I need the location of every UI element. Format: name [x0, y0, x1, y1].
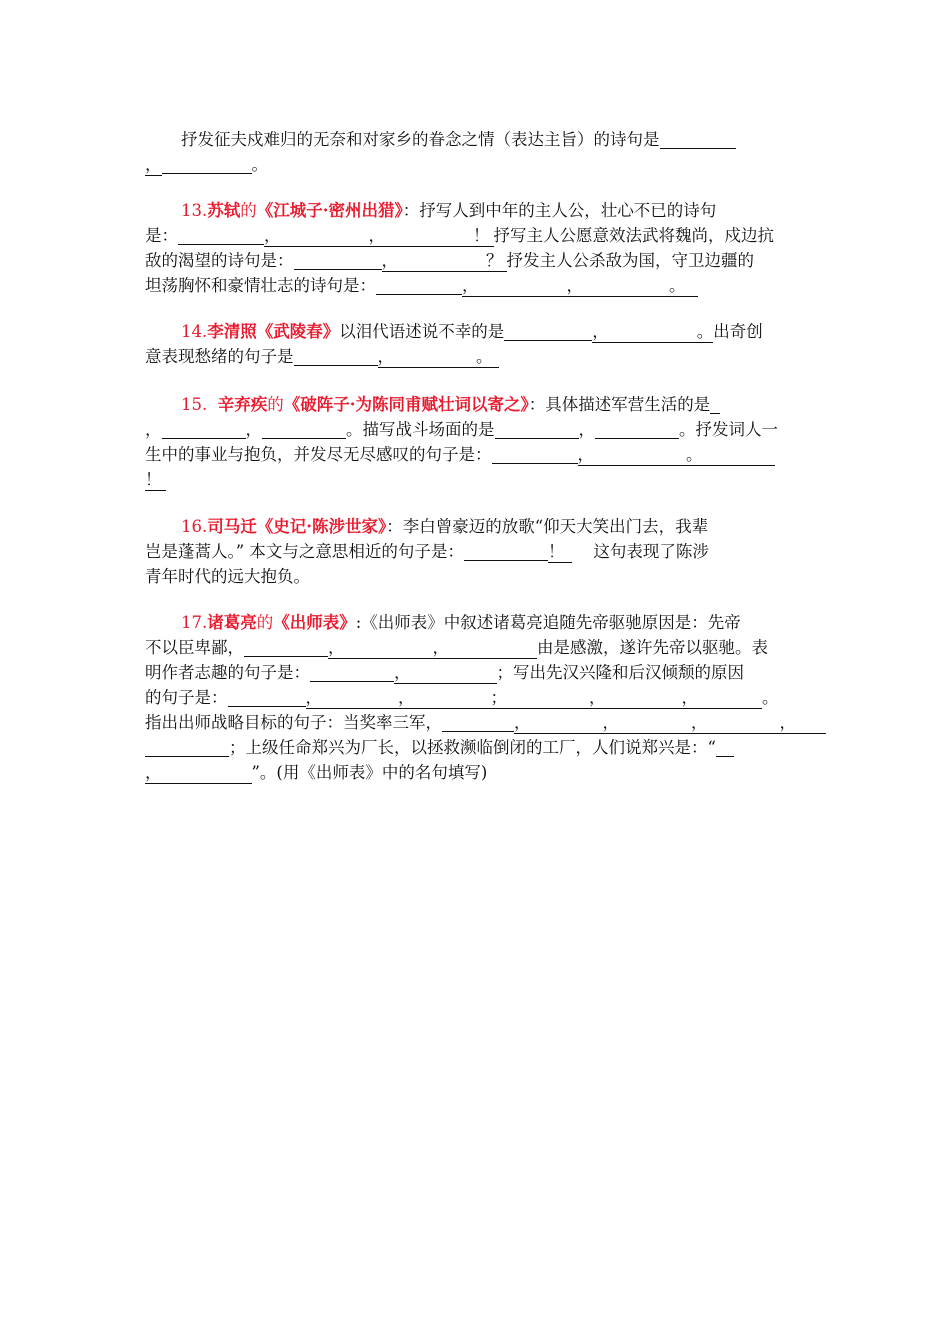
q17-text-9: ”。(用《出师表》中的名句填写): [251, 763, 488, 782]
q17-line-5: [145, 710, 809, 735]
q17-number: 17.: [181, 613, 208, 632]
blank[interactable]: [595, 420, 679, 439]
q14-author: 李清照: [207, 322, 257, 341]
q17-author: 诸葛亮: [207, 613, 257, 632]
q15-title: 《破阵子·为陈同甫赋壮词以寄之》: [283, 395, 529, 414]
blank[interactable]: [376, 276, 462, 295]
q14-text-2: 出奇创: [713, 322, 763, 341]
blank[interactable]: [294, 347, 378, 366]
blank[interactable]: [442, 713, 514, 732]
blank-comma[interactable]: ，: [433, 638, 538, 659]
q17-line-1: [145, 610, 809, 635]
q15-text-4: 生中的事业与抱负，并发尽无尽感叹的句子是：: [145, 445, 492, 464]
q17-semicolon-3: ；: [229, 738, 246, 757]
q14-title: 《武陵春》: [256, 322, 340, 341]
q15-comma-3: ，: [578, 420, 595, 439]
q16-title: 《史记·陈涉世家》: [256, 517, 387, 536]
blank-period[interactable]: 。: [686, 445, 775, 466]
blank[interactable]: [162, 155, 252, 174]
blank-comma[interactable]: ，: [306, 688, 399, 709]
q15-line-2: [145, 417, 809, 442]
blank[interactable]: [710, 395, 720, 414]
q17-line-3: [145, 660, 809, 685]
blank-comma[interactable]: ，: [567, 276, 670, 297]
blank-period[interactable]: 。: [696, 322, 714, 341]
blank[interactable]: [262, 420, 346, 439]
q17-line-2: [145, 635, 809, 660]
q16-number: 16.: [181, 517, 208, 536]
blank-comma[interactable]: ，: [145, 155, 162, 174]
blank[interactable]: [162, 420, 246, 439]
q17-line-4: [145, 685, 809, 710]
q13-line-1: [145, 198, 809, 223]
q15-author: 辛弃疾: [217, 395, 268, 414]
q17-line-7: [145, 760, 809, 785]
blank-comma[interactable]: ，: [603, 713, 692, 734]
blank-comma[interactable]: ，: [514, 713, 603, 734]
q13-de: 的: [240, 201, 257, 220]
blank[interactable]: [228, 688, 306, 707]
q12-line-2: [145, 152, 809, 177]
q13-text-1: ：抒写人到中年的主人公，壮心不已的诗句: [402, 201, 717, 220]
q14-line-1: [145, 319, 809, 344]
q13-line-2: [145, 223, 809, 248]
blank-comma[interactable]: ，: [328, 638, 433, 659]
blank[interactable]: [492, 445, 578, 464]
blank-exclaim[interactable]: ！: [548, 542, 573, 563]
q17-text-6: 的句子是：: [145, 688, 228, 707]
q12-line-1: [145, 127, 809, 152]
question-16: [145, 514, 809, 589]
q15-line-4: [145, 467, 809, 492]
blank-comma[interactable]: ，: [398, 688, 491, 709]
blank[interactable]: [145, 738, 229, 757]
q15-text-3: 抒发词人一: [695, 420, 778, 439]
q15-period-2: 。: [679, 420, 696, 439]
q17-line-6: [145, 735, 809, 760]
blank-comma[interactable]: ，: [264, 226, 369, 247]
q16-line-2: [145, 539, 809, 564]
blank[interactable]: [178, 226, 264, 245]
q13-line-4: [145, 273, 809, 298]
blank[interactable]: [716, 738, 734, 757]
blank-exclaim[interactable]: ！: [145, 470, 166, 491]
q17-text-5: 写出先汉兴隆和后汉倾颓的原因: [513, 663, 744, 682]
q15-line-1: [145, 392, 809, 417]
q16-line-3: [145, 564, 809, 589]
question-17: [145, 610, 809, 785]
q15-number: 15.: [181, 395, 208, 414]
q17-text-1: :《出师表》中叙述诸葛亮追随先帝驱驰原因是：先帝: [355, 613, 741, 632]
q15-text-2: 描写战斗场面的是: [362, 420, 495, 439]
q16-line-1: [145, 514, 809, 539]
q17-semicolon-1: ；: [496, 663, 513, 682]
q17-text-8: 上级任命郑兴为厂长，以拯救濒临倒闭的工厂，人们说郑兴是：“: [245, 738, 716, 757]
q14-line-2: [145, 344, 809, 369]
q17-text-3: 由是感激，遂许先帝以驱驰。表: [537, 638, 768, 657]
blank[interactable]: [495, 420, 579, 439]
blank-semicolon[interactable]: ；: [491, 688, 590, 709]
blank-comma[interactable]: ，: [145, 763, 252, 784]
blank-period[interactable]: 。: [669, 276, 698, 297]
question-14: [145, 319, 809, 369]
blank[interactable]: [464, 542, 548, 561]
q13-line-3: [145, 248, 809, 273]
q14-text-3: 意表现愁绪的句子是: [145, 347, 294, 366]
q13-number: 13.: [181, 201, 208, 220]
q13-text-6: 坦荡胸怀和豪情壮志的诗句是：: [145, 276, 376, 295]
question-12-continuation: [145, 127, 809, 177]
q17-title: 《出师表》: [273, 613, 356, 632]
q13-title: 《江城子·密州出猎》: [256, 201, 403, 220]
blank-comma[interactable]: ，: [394, 663, 497, 684]
blank-comma[interactable]: ，: [691, 713, 780, 734]
blank-exclaim[interactable]: ！: [473, 226, 494, 247]
q13-text-3: 抒写主人公愿意效法武将魏尚，戍边抗: [493, 226, 774, 245]
blank-question[interactable]: ？: [486, 251, 507, 272]
q12-period: 。: [251, 155, 268, 174]
question-15: [145, 392, 809, 492]
blank-comma[interactable]: ，: [592, 322, 697, 343]
q15-line-3: [145, 442, 809, 467]
q12-text: 抒发征夫戍难归的无奈和对家乡的眷念之情（表达主旨）的诗句是: [181, 130, 660, 149]
q17-text-2: 不以臣卑鄙，: [145, 638, 244, 657]
q17-text-7: 指出出师战略目标的句子：当奖率三军，: [145, 713, 442, 732]
question-13: [145, 198, 809, 298]
q15-text-1: ：具体描述军营生活的是: [528, 395, 711, 414]
q14-number: 14.: [181, 322, 208, 341]
blank[interactable]: [504, 322, 592, 341]
q17-de: 的: [256, 613, 274, 632]
blank[interactable]: [294, 251, 382, 270]
blank-comma[interactable]: ，: [780, 713, 827, 734]
q16-text-2: 岂是蓬蒿人。” 本文与之意思相近的句子是：: [145, 542, 464, 561]
blank-period[interactable]: 。: [476, 347, 499, 368]
q13-author: 苏轼: [207, 201, 241, 220]
q15-de: 的: [267, 395, 284, 414]
q13-text-2: 是：: [145, 226, 178, 245]
q13-text-5: 抒发主人公杀敌为国，守卫边疆的: [506, 251, 754, 270]
q13-text-4: 敌的渴望的诗句是：: [145, 251, 294, 270]
q16-text-4: 青年时代的远大抱负。: [145, 567, 310, 586]
q16-text-1: ：李白曾豪迈的放歌“仰天大笑出门去，我辈: [386, 517, 709, 536]
q15-period-1: 。: [346, 420, 363, 439]
blank-comma[interactable]: ，: [369, 226, 474, 247]
q17-text-4: 明作者志趣的句子是：: [145, 663, 310, 682]
q16-author: 司马迁: [207, 517, 257, 536]
blank[interactable]: [244, 638, 328, 657]
blank-comma[interactable]: ，: [378, 347, 477, 368]
q16-text-3: 这句表现了陈涉: [593, 542, 709, 561]
q15-comma-1: ，: [145, 420, 162, 439]
blank-comma[interactable]: ，: [589, 688, 682, 709]
q17-period-1: 。: [762, 688, 779, 707]
q14-text-1: 以泪代语述说不幸的是: [339, 322, 505, 341]
blank-comma[interactable]: ，: [682, 688, 763, 709]
blank[interactable]: [660, 130, 736, 149]
blank-comma[interactable]: ，: [578, 445, 687, 466]
q15-comma-2: ，: [245, 420, 262, 439]
blank[interactable]: [310, 663, 394, 682]
blank-comma[interactable]: ，: [382, 251, 487, 272]
blank-comma[interactable]: ，: [462, 276, 567, 297]
